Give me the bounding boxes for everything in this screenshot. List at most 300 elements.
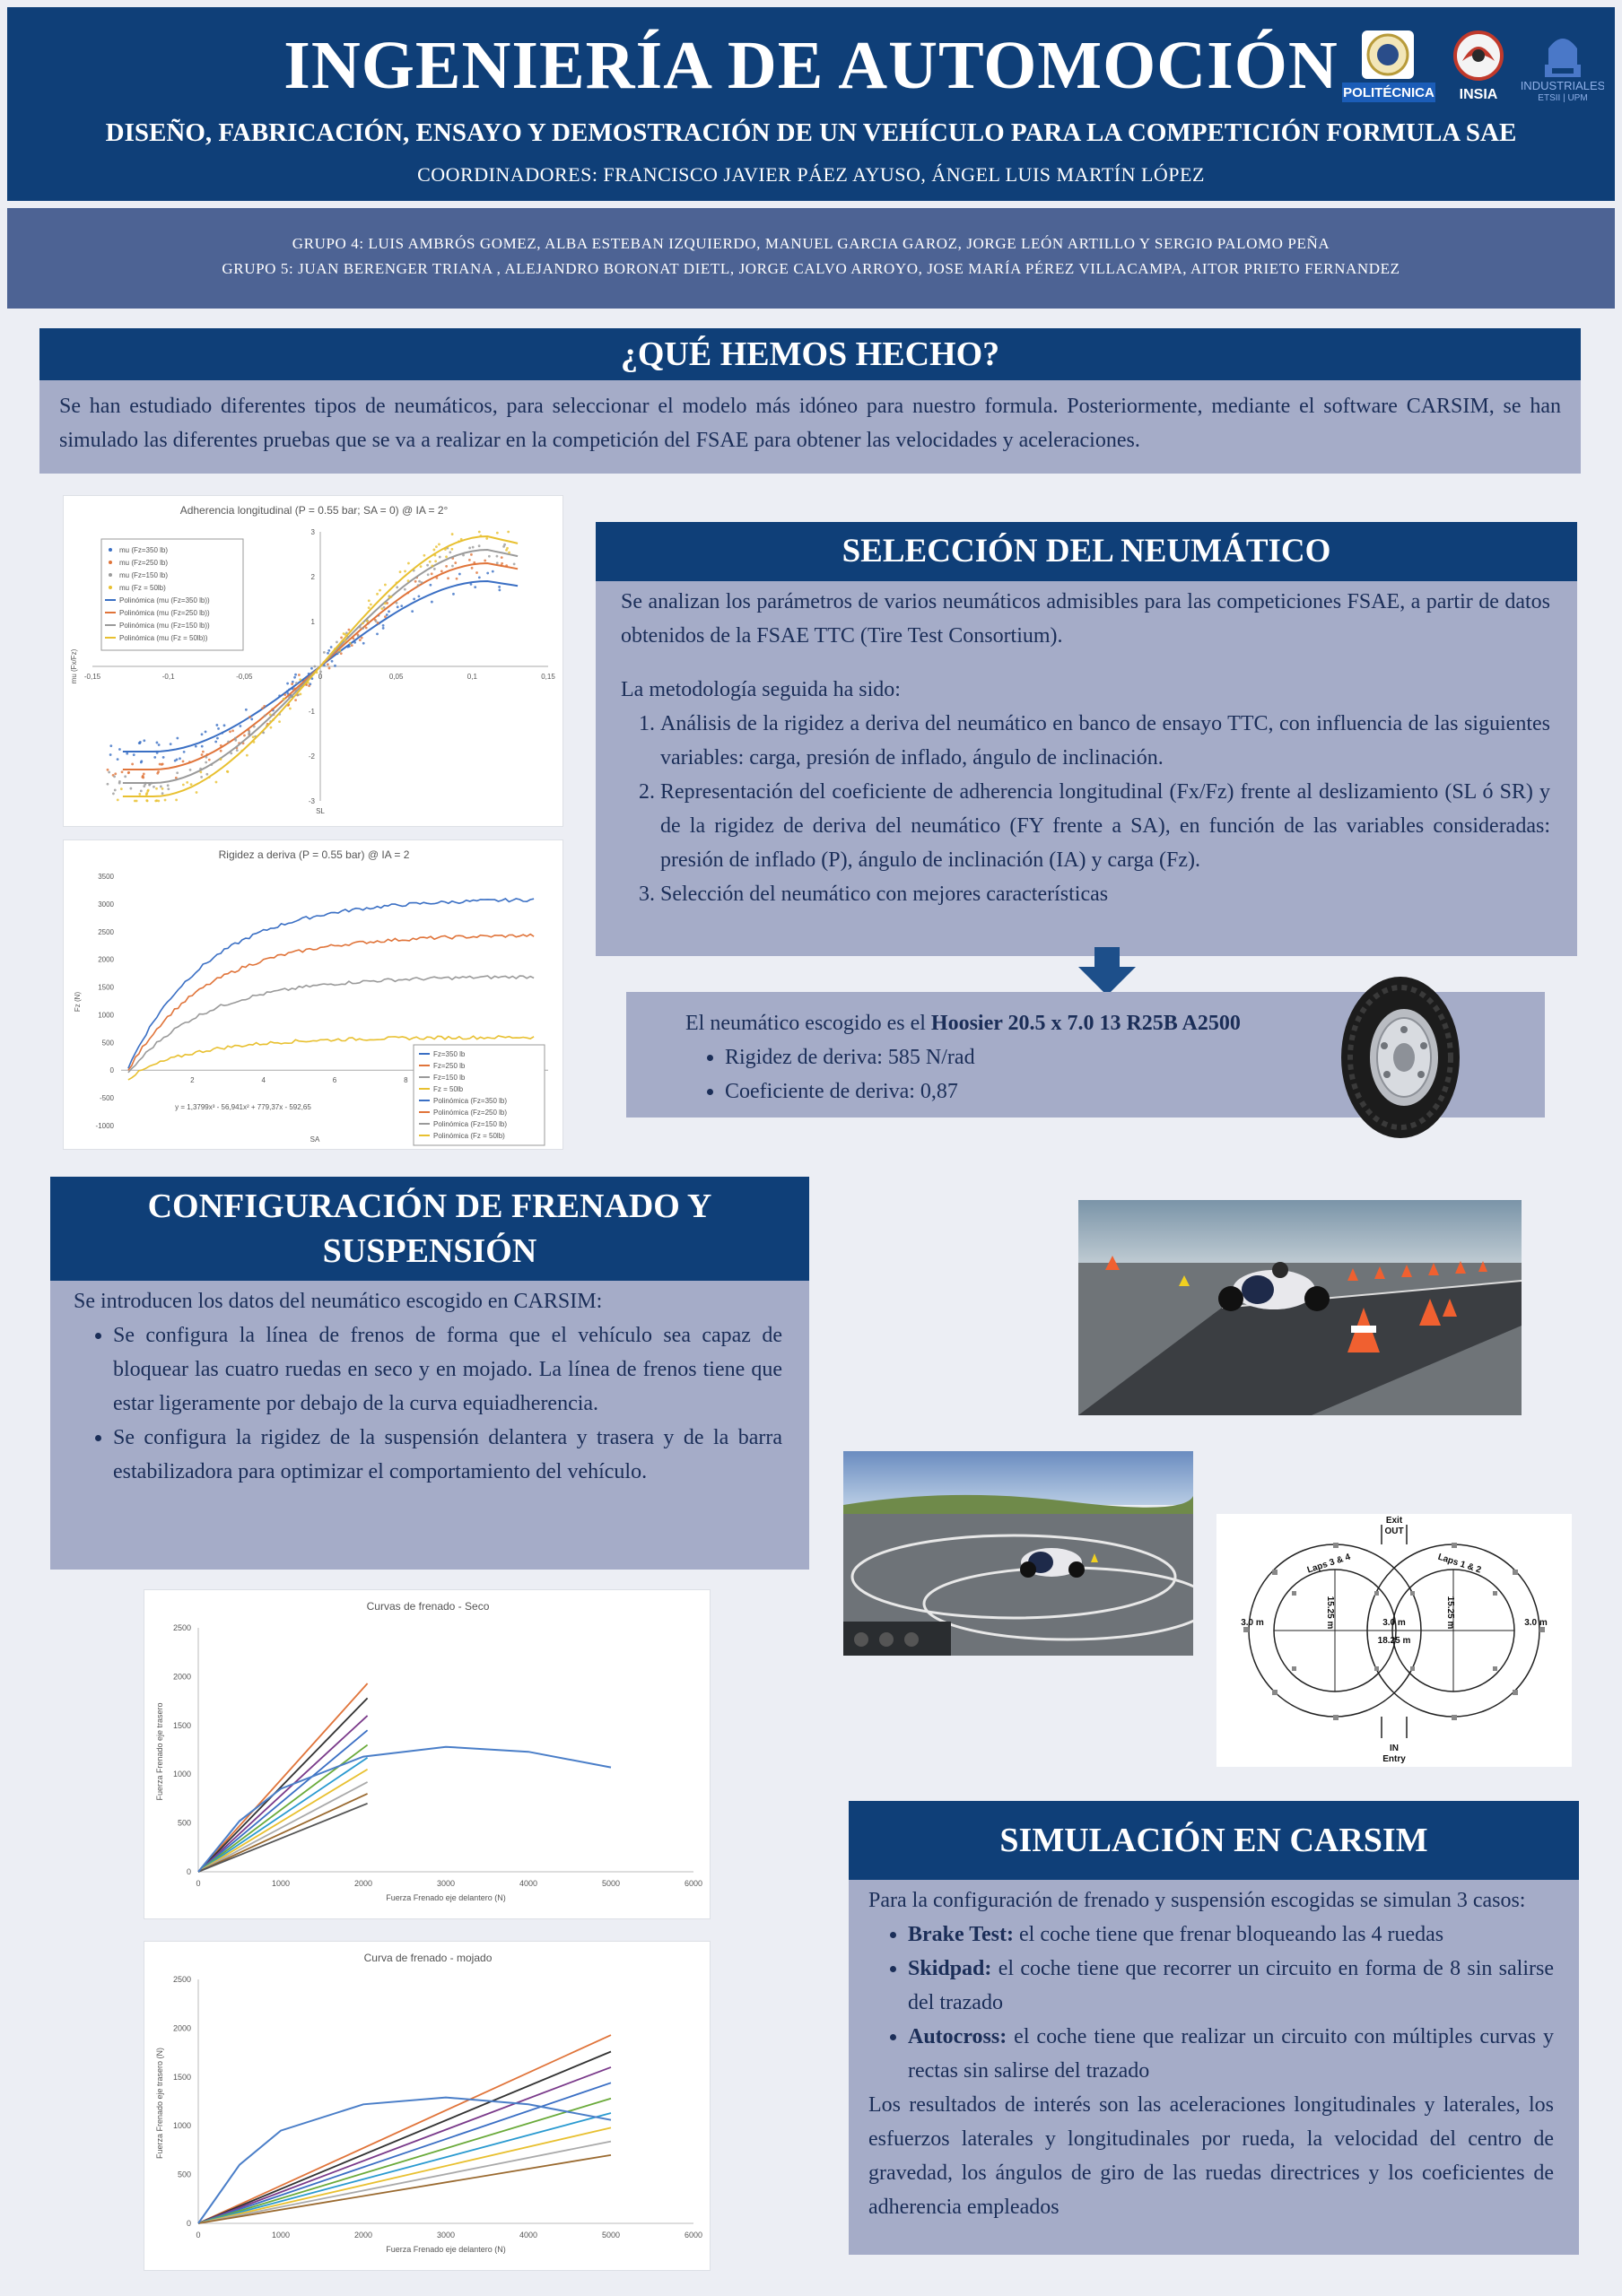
data-point (431, 601, 433, 604)
legend-label: Polinómica (Fz=250 lb) (433, 1109, 508, 1117)
data-point (432, 549, 435, 552)
legend-label: mu (Fz=250 lb) (119, 559, 169, 567)
data-point (118, 748, 121, 751)
y-tick-label: 2500 (172, 1975, 191, 1984)
data-point (246, 754, 249, 757)
data-point (438, 543, 440, 545)
y-tick-label: 0 (186, 2219, 191, 2228)
data-point (201, 745, 204, 748)
data-point (205, 756, 207, 759)
y-tick-label: 2 (310, 573, 315, 581)
data-point (376, 593, 379, 596)
svg-text:3.0 m: 3.0 m (1382, 1618, 1406, 1628)
simulacion-item: • Skidpad: el coche tiene que recorrer un circuito en forma de 8 sin salirse del trazado (908, 1952, 1554, 2020)
data-point (435, 545, 438, 548)
data-point (382, 624, 385, 627)
y-tick-label: 2000 (172, 2023, 191, 2033)
x-tick-label: 8 (404, 1076, 408, 1085)
x-tick-label: 0,15 (541, 673, 555, 681)
data-point (223, 724, 226, 726)
data-point (124, 775, 126, 778)
data-point (261, 707, 264, 709)
y-tick-label: -1000 (95, 1122, 114, 1130)
data-point (118, 780, 121, 783)
tire-rigidez: • Rigidez de deriva: 585 N/rad (725, 1040, 1545, 1074)
data-point (140, 760, 143, 762)
legend-label: Polinómica (Fz=150 lb) (433, 1120, 508, 1128)
x-tick-label: 2000 (353, 1879, 373, 1888)
rigidez-chart (63, 839, 563, 1150)
data-point (440, 570, 443, 572)
y-tick-label: -2 (308, 752, 315, 761)
data-point (129, 787, 132, 790)
data-point (429, 561, 432, 563)
group-5-line: GRUPO 5: JUAN BERENGER TRIANA , ALEJANDRO BORONAT DIETL, JORGE CALVO ARROYO, JOSE MARÍA PÉREZ VILLACAMPA, AITOR PRIETO FERNANDEZ (222, 260, 1400, 277)
data-point (202, 751, 205, 753)
data-point (471, 567, 474, 570)
svg-text:IN: IN (1390, 1744, 1399, 1753)
data-point (417, 584, 420, 587)
data-point (447, 577, 449, 579)
data-point (201, 753, 204, 756)
data-point (174, 760, 177, 762)
data-point (143, 739, 145, 742)
data-point (362, 642, 365, 645)
x-axis-label: SA (310, 1135, 320, 1144)
data-point (513, 562, 516, 565)
frenado-mojado-chart (144, 1941, 711, 2271)
data-point (270, 726, 273, 729)
x-tick-label: 3000 (436, 1879, 456, 1888)
data-point (397, 605, 399, 608)
data-point (327, 663, 329, 665)
data-point (336, 651, 339, 654)
legend-label: Polinómica (mu (Fz=250 lb)) (119, 609, 210, 617)
data-point (117, 798, 119, 801)
svg-text:OUT: OUT (1384, 1526, 1404, 1536)
y-axis-label: mu (Fx/Fz) (70, 648, 78, 684)
simulacion-item: • Autocross: el coche tiene que realizar un circuito con múltiples curvas y rectas sin salirse del trazado (908, 2020, 1554, 2088)
data-point (216, 737, 219, 740)
seleccion-step: 2. Representación del coeficiente de adherencia longitudinal (Fx/Fz) frente al deslizamiento (SL ó SR) y de la rigidez de deriva del neumático (FY frente a SA), en función de las variables consideradas: presión de inflado (P), ángulo de inclinación (IA) y carga (Fz). (660, 775, 1550, 877)
que-hemos-hecho-text: Se han estudiado diferentes tipos de neumáticos, para seleccionar el modelo más idóneo para nuestro formula. Posteriormente, mediante el software CARSIM, se han simulado las diferentes pruebas que se va a realizar en la competición del FSAE para obtener las velocidades y aceleraciones. (39, 380, 1581, 474)
data-point (327, 649, 330, 652)
data-point (456, 578, 458, 580)
data-point (313, 665, 316, 668)
data-point (429, 584, 432, 587)
simulacion-heading: SIMULACIÓN EN CARSIM (849, 1801, 1579, 1880)
data-point (201, 733, 204, 735)
data-point (234, 737, 237, 740)
y-tick-label: -1 (308, 708, 315, 716)
data-point (143, 772, 145, 775)
data-point (294, 674, 297, 676)
data-point (176, 737, 179, 740)
x-axis-label: Fuerza Frenado eje delantero (N) (386, 2245, 506, 2254)
svg-text:3.0 m: 3.0 m (1524, 1618, 1548, 1628)
brake-line (198, 1683, 368, 1872)
data-point (396, 602, 398, 604)
x-tick-label: 2000 (353, 2231, 373, 2239)
brake-line (198, 1794, 368, 1872)
data-point (368, 606, 371, 609)
legend-label: Polinómica (mu (Fz = 50lb)) (119, 634, 208, 642)
data-point (205, 730, 207, 733)
data-point (434, 560, 437, 562)
chart-title: Curvas de frenado - Seco (366, 1600, 490, 1613)
data-point (175, 798, 178, 801)
data-point (503, 544, 506, 546)
data-point (407, 562, 410, 565)
tire-coeficiente: • Coeficiente de deriva: 0,87 (725, 1074, 1545, 1109)
y-axis-label: Fz (N) (74, 991, 82, 1013)
x-tick-label: 0 (196, 2231, 201, 2239)
x-tick-label: 4 (261, 1076, 266, 1085)
data-point (454, 561, 457, 564)
data-point (155, 787, 158, 790)
x-tick-label: 3000 (436, 2231, 456, 2239)
tire-image (1339, 974, 1462, 1141)
data-point (375, 620, 378, 622)
x-axis-label: SL (316, 807, 325, 815)
y-axis-label: Fuerza Frenado eje trasero (N) (155, 2047, 164, 2160)
data-point (411, 610, 414, 613)
y-tick-label: 3000 (98, 900, 114, 909)
frenado-panel (50, 1281, 809, 1570)
seleccion-intro: Se analizan los parámetros de varios neumáticos admisibles para las competiciones FSAE, a partir de datos obtenidos de la FSAE TTC (Tire Test Consortium). (621, 590, 1550, 648)
svg-text:Exit: Exit (1385, 1516, 1403, 1526)
data-point (390, 596, 393, 598)
legend-label: Fz = 50lb (433, 1085, 464, 1093)
data-point (334, 665, 336, 667)
seleccion-panel (596, 581, 1577, 956)
data-point (468, 547, 471, 550)
data-point (344, 639, 347, 642)
data-point (319, 671, 322, 674)
data-point (215, 724, 218, 726)
data-point (478, 544, 481, 547)
data-point (107, 769, 109, 771)
data-point (253, 726, 256, 728)
industriales-logo (1522, 29, 1604, 102)
x-tick-label: 0,05 (388, 673, 404, 681)
data-point (327, 652, 329, 655)
data-point (134, 800, 136, 803)
brake-line (198, 1758, 368, 1872)
svg-text:18.25 m: 18.25 m (1377, 1636, 1411, 1646)
data-point (380, 607, 383, 610)
y-tick-label: 1 (310, 618, 315, 626)
data-point (452, 593, 455, 596)
data-point (263, 705, 266, 708)
data-point (161, 792, 164, 795)
data-point (226, 770, 229, 773)
y-tick-label: 3 (310, 528, 315, 536)
y-tick-label: 500 (101, 1039, 114, 1048)
data-point (423, 554, 425, 557)
data-point (292, 681, 294, 683)
data-point (399, 570, 402, 573)
data-point (370, 604, 372, 606)
seleccion-step: 1. Análisis de la rigidez a deriva del neumático en banco de ensayo TTC, con influencia de las siguientes variables: carga, presión de inflado, ángulo de inclinación. (660, 707, 1550, 775)
brake-line (198, 2067, 611, 2223)
data-point (248, 730, 250, 733)
data-point (351, 644, 353, 647)
data-point (138, 793, 141, 796)
data-point (384, 615, 387, 618)
data-point (496, 532, 499, 535)
data-point (451, 533, 454, 535)
data-point (458, 573, 461, 576)
data-point (365, 627, 368, 630)
x-tick-label: 5000 (601, 2231, 621, 2239)
data-point (507, 531, 510, 534)
data-point (176, 771, 179, 774)
y-axis-label: Fuerza Frenado eje trasero (155, 1702, 164, 1801)
data-point (339, 649, 342, 652)
data-point (498, 588, 501, 591)
data-point (439, 556, 441, 559)
data-point (164, 799, 167, 802)
data-point (506, 547, 509, 550)
brake-line (198, 1804, 368, 1872)
data-point (472, 546, 475, 549)
data-point (361, 637, 363, 639)
skidpad-simulation-image (843, 1451, 1193, 1656)
brake-line (198, 2155, 611, 2223)
adherencia-chart-svg (64, 496, 564, 828)
data-point (323, 651, 326, 654)
x-tick-label: -0,15 (83, 673, 101, 681)
y-tick-label: -500 (99, 1094, 114, 1103)
data-point (501, 562, 503, 565)
data-point (190, 783, 193, 786)
legend-label: Polinómica (mu (Fz=150 lb)) (119, 622, 210, 630)
tire-result-prefix: El neumático escogido es el (685, 1012, 931, 1035)
insia-logo (1450, 29, 1507, 102)
data-point (158, 744, 161, 746)
data-point (330, 646, 333, 648)
data-point (200, 776, 203, 778)
data-point (250, 718, 253, 720)
legend-label: Fz=250 lb (433, 1062, 466, 1070)
data-point (449, 551, 451, 553)
data-point (229, 730, 231, 733)
data-point (138, 742, 141, 744)
data-point (366, 620, 369, 622)
data-point (488, 555, 491, 558)
x-tick-label: 0,1 (467, 673, 477, 681)
skidpad-diagram (1216, 1514, 1572, 1767)
data-point (107, 783, 109, 786)
data-point (485, 537, 488, 540)
legend-box (414, 1045, 545, 1145)
simulacion-outro: Los resultados de interés son las aceleraciones longitudinales y laterales, los esfuerzos laterales y longitudinales por rueda, la velocidad del centro de gravedad, los ángulos de giro de las ruedas directrices y los coeficientes de adherencia empleados (868, 2093, 1554, 2219)
data-point (431, 572, 433, 575)
data-point (376, 632, 379, 635)
data-point (474, 586, 476, 588)
brake-line (198, 2099, 611, 2223)
autocross-simulation-image (1078, 1200, 1522, 1415)
data-point (160, 786, 162, 788)
seleccion-steps (621, 707, 1550, 911)
data-point (289, 708, 292, 710)
x-tick-label: 6000 (684, 1879, 703, 1888)
data-point (109, 753, 112, 756)
legend-label: Polinómica (mu (Fz=350 lb)) (119, 596, 210, 604)
legend-label: Fz=350 lb (433, 1050, 466, 1058)
poster-subtitle: DISEÑO, FABRICACIÓN, ENSAYO Y DEMOSTRACIÓN DE UN VEHÍCULO PARA LA COMPETICIÓN FORMULA SAE (105, 118, 1517, 147)
data-point (162, 756, 165, 759)
y-tick-label: 1000 (172, 2121, 191, 2131)
legend-label: mu (Fz=150 lb) (119, 571, 169, 579)
y-tick-label: 1500 (172, 2072, 191, 2082)
svg-text:Laps 3 & 4: Laps 3 & 4 (1305, 1552, 1352, 1576)
data-point (291, 683, 293, 685)
data-point (156, 772, 159, 775)
simulacion-intro: Para la configuración de frenado y suspensión escogidas se simulan 3 casos: (868, 1889, 1526, 1912)
data-point (196, 791, 198, 794)
frenado-item: • Se configura la rigidez de la suspensión delantera y trasera y de la barra estabilizadora para optimizar el comportamiento del vehículo. (113, 1421, 782, 1489)
x-tick-label: 5000 (601, 1879, 621, 1888)
data-point (179, 757, 181, 760)
data-point (478, 531, 481, 534)
data-point (126, 752, 128, 755)
data-point (127, 771, 130, 774)
politecnica-logo (1342, 29, 1435, 102)
svg-text:15.25 m: 15.25 m (1325, 1596, 1335, 1630)
data-point (475, 571, 478, 574)
x-tick-label: -0,05 (236, 673, 253, 681)
legend-label: Fz=150 lb (433, 1074, 466, 1082)
data-point (145, 799, 148, 802)
x-tick-label: 0 (318, 673, 323, 681)
data-point (421, 581, 423, 584)
group-4-line: GRUPO 4: LUIS AMBRÓS GOMEZ, ALBA ESTEBAN IZQUIERDO, MANUEL GARCIA GAROZ, JORGE LEÓN ARTILLO Y SERGIO PALOMO PEÑA (292, 235, 1330, 252)
tire-model: Hoosier 20.5 x 7.0 13 R25B A2500 (930, 1012, 1241, 1035)
data-point (357, 635, 360, 638)
data-point (445, 565, 448, 568)
frenado-intro: Se introducen los datos del neumático escogido en CARSIM: (74, 1290, 603, 1313)
seleccion-heading: SELECCIÓN DEL NEUMÁTICO (596, 522, 1577, 581)
brake-line (198, 1716, 368, 1872)
data-point (295, 682, 298, 684)
brake-line (198, 2052, 611, 2223)
simulacion-panel (849, 1880, 1579, 2255)
data-point (486, 572, 489, 575)
que-hemos-hecho-heading: ¿QUÉ HEMOS HECHO? (39, 328, 1581, 380)
frenado-item: • Se configura la línea de frenos de forma que el vehículo sea capaz de bloquear las cuatro ruedas en seco y en mojado. La línea de frenos tiene que estar ligeramente por debajo de la curva equiadherencia. (113, 1318, 782, 1421)
data-point (298, 674, 301, 676)
header-banner (7, 7, 1615, 201)
data-point (140, 790, 143, 793)
data-point (404, 570, 406, 573)
data-point (407, 579, 410, 582)
svg-text:INDUSTRIALES: INDUSTRIALES (1522, 79, 1604, 92)
data-point (131, 763, 134, 766)
chart-title: Curva de frenado - mojado (363, 1952, 493, 1964)
y-tick-label: 2500 (98, 927, 114, 936)
data-point (240, 725, 242, 727)
data-point (328, 667, 331, 670)
data-point (498, 586, 501, 588)
frenado-seco-chart (144, 1589, 711, 1919)
x-tick-label: 1000 (271, 1879, 291, 1888)
svg-text:ETSII | UPM: ETSII | UPM (1538, 93, 1588, 103)
trendline-equation: y = 1,3799x³ - 56,941x² + 779,37x - 592,65 (175, 1103, 311, 1111)
data-point (189, 769, 192, 771)
data-point (340, 637, 343, 639)
data-point (195, 745, 197, 748)
legend-label: Polinómica (Fz=350 lb) (433, 1097, 508, 1105)
y-tick-label: -3 (308, 797, 315, 805)
frenado-seco-chart-svg (144, 1590, 711, 1920)
y-tick-label: 500 (177, 1818, 191, 1828)
data-point (418, 580, 421, 583)
groups-banner (7, 208, 1615, 309)
data-point (133, 753, 135, 756)
data-point (396, 586, 398, 588)
x-tick-label: 1000 (271, 2231, 291, 2239)
y-tick-label: 2000 (98, 955, 114, 964)
data-point (431, 565, 433, 568)
data-point (368, 599, 371, 602)
data-point (252, 735, 255, 738)
data-point (308, 684, 310, 687)
legend-swatch (109, 586, 112, 589)
legend-swatch (109, 573, 112, 577)
data-point (117, 758, 119, 761)
data-point (156, 742, 159, 744)
data-point (113, 775, 116, 778)
data-point (120, 787, 123, 790)
data-point (109, 744, 112, 747)
data-point (170, 743, 172, 745)
data-point (470, 553, 473, 556)
legend-label: mu (Fz=350 lb) (119, 546, 169, 554)
data-point (404, 588, 406, 591)
y-tick-label: 1000 (98, 1011, 114, 1020)
svg-text:INSIA: INSIA (1459, 87, 1498, 102)
data-point (220, 750, 222, 752)
y-tick-label: 0 (109, 1066, 114, 1075)
data-point (236, 749, 239, 752)
chart-title: Adherencia longitudinal (P = 0.55 bar; SA = 0) @ IA = 2° (179, 504, 449, 517)
data-point (283, 698, 285, 700)
y-tick-label: 0 (186, 1867, 191, 1876)
data-point (348, 629, 351, 631)
data-point (508, 552, 510, 554)
y-tick-label: 1500 (172, 1720, 191, 1730)
data-point (108, 771, 110, 774)
frenado-mojado-chart-svg (144, 1942, 711, 2272)
rigidez-chart-svg (64, 840, 564, 1151)
down-arrow-icon (1077, 947, 1138, 997)
data-point (161, 787, 164, 790)
data-point (294, 699, 297, 701)
data-point (286, 683, 289, 685)
data-point (243, 735, 246, 737)
data-point (205, 773, 208, 776)
data-point (186, 781, 188, 784)
data-point (121, 770, 124, 773)
data-point (496, 561, 499, 564)
data-point (478, 576, 481, 578)
data-point (215, 781, 218, 784)
seleccion-step: 3. Selección del neumático con mejores características (660, 877, 1550, 911)
data-point (245, 709, 248, 711)
data-point (382, 627, 385, 630)
